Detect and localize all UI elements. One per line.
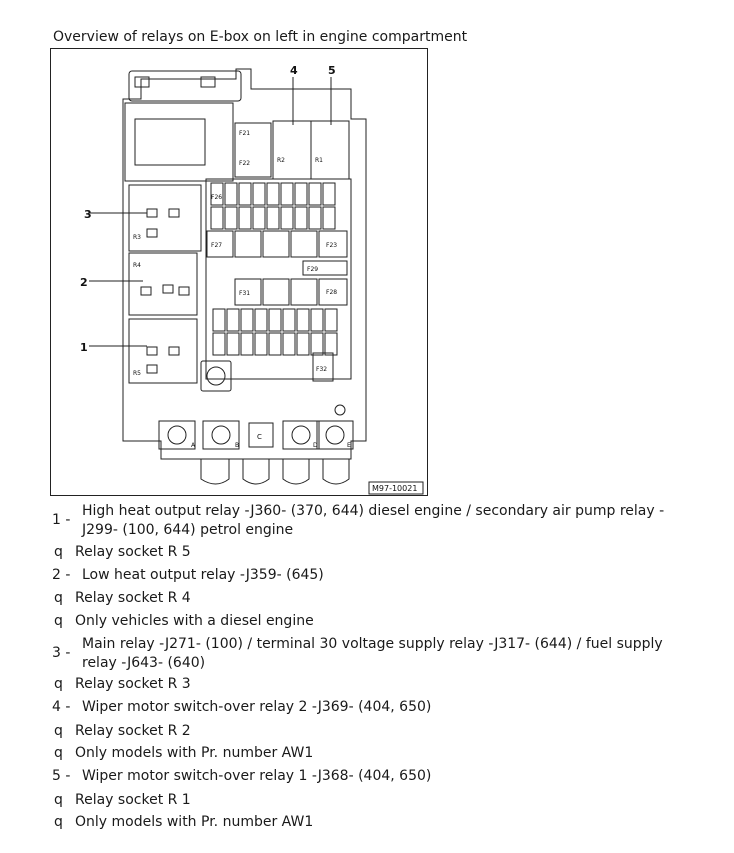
bullet: q	[54, 676, 63, 692]
fuse-row-3	[213, 309, 337, 355]
socket-r1	[311, 121, 349, 179]
item-text: Wiper motor switch-over relay 2 -J369- (404, 650)	[82, 699, 432, 715]
item-text: Wiper motor switch-over relay 1 -J368- (404, 650)	[82, 768, 432, 784]
callout-3: 3	[84, 208, 92, 221]
fuse-label-f32: F32	[316, 366, 328, 373]
subitem-text: Relay socket R 2	[75, 723, 191, 739]
top-connector	[129, 71, 241, 101]
bullet: q	[54, 723, 63, 739]
subitem-text: Relay socket R 4	[75, 590, 191, 606]
page-title: Overview of relays on E-box on left in engine compartment	[53, 29, 468, 45]
item-text: High heat output relay -J360- (370, 644) diesel engine / secondary air pump relay -J299- (100, 644) petrol engine	[82, 503, 665, 538]
bullet: q	[54, 745, 63, 761]
callout-4: 4	[290, 64, 298, 77]
socket-label-r4: R4	[133, 262, 141, 269]
upper-left-module	[125, 103, 233, 181]
item-number: 3 -	[52, 645, 71, 661]
item-number: 4 -	[52, 699, 71, 715]
callout-1: 1	[80, 341, 88, 354]
terminal-label-b: B	[235, 442, 240, 449]
subitem-text: Only models with Pr. number AW1	[75, 814, 314, 830]
callout-5: 5	[328, 64, 336, 77]
figure-code: M97-10021	[372, 484, 418, 493]
fuse-label-f26: F26	[211, 194, 223, 201]
subitem-text: Only vehicles with a diesel engine	[75, 613, 314, 629]
relay-box-diagram	[51, 49, 428, 496]
socket-r3	[129, 185, 201, 251]
bullet: q	[54, 814, 63, 830]
fuse-label-f27: F27	[211, 242, 223, 249]
fuse-label-f31: F31	[239, 290, 251, 297]
bullet: q	[54, 792, 63, 808]
bullet: q	[54, 613, 63, 629]
terminal-label-c: C	[257, 433, 262, 441]
bullet: q	[54, 544, 63, 560]
bullet: q	[54, 590, 63, 606]
fuse-row-1	[211, 183, 335, 229]
fuse-label-f23: F23	[326, 242, 338, 249]
terminal-label-a: A	[191, 442, 196, 449]
socket-label-r3: R3	[133, 234, 141, 241]
subitem-text: Relay socket R 3	[75, 676, 191, 692]
item-number: 2 -	[52, 567, 71, 583]
fuse-label-f22: F22	[239, 160, 251, 167]
subitem-text: Relay socket R 5	[75, 544, 191, 560]
terminal-label-e: E	[347, 442, 351, 449]
socket-r2	[273, 121, 311, 179]
item-number: 5 -	[52, 768, 71, 784]
fuse-label-f29: F29	[307, 266, 319, 273]
terminal-studs	[159, 421, 353, 449]
fuse-label-f28: F28	[326, 289, 338, 296]
socket-label-r2: R2	[277, 157, 285, 164]
housing-outline	[123, 69, 366, 459]
subitem-text: Only models with Pr. number AW1	[75, 745, 314, 761]
fuse-label-f21: F21	[239, 130, 251, 137]
terminal-label-d: D	[313, 442, 318, 449]
item-text: Main relay -J271- (100) / terminal 30 voltage supply relay -J317- (644) / fuel supply relay -J643- (640)	[82, 636, 663, 671]
subitem-text: Relay socket R 1	[75, 792, 191, 808]
relay-box-figure	[50, 48, 428, 496]
socket-label-r1: R1	[315, 157, 323, 164]
callout-2: 2	[80, 276, 88, 289]
item-number: 1 -	[52, 512, 71, 528]
socket-label-r5: R5	[133, 370, 141, 377]
item-text: Low heat output relay -J359- (645)	[82, 567, 324, 583]
